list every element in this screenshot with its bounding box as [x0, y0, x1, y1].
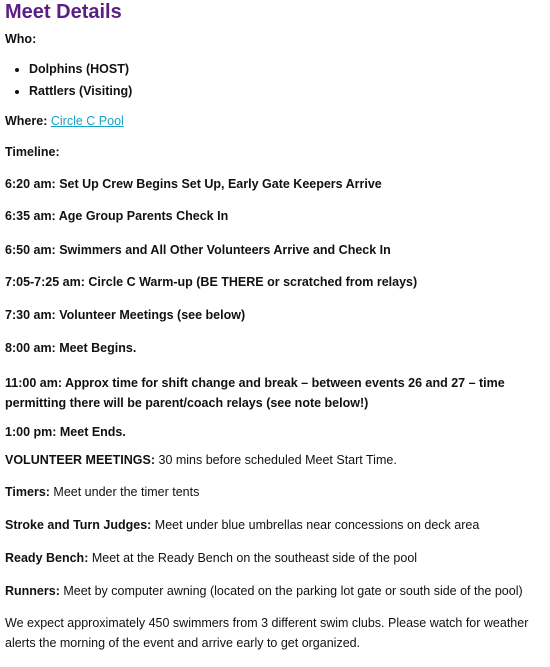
role-text: Meet under blue umbrellas near concessions on deck area	[151, 518, 480, 532]
role-text: Meet at the Ready Bench on the southeast side of the pool	[88, 551, 418, 565]
timeline-item-meet-ends: 1:00 pm: Meet Ends.	[5, 425, 126, 439]
role-text: Meet under the timer tents	[49, 485, 200, 499]
where-row	[5, 112, 550, 130]
role-timers	[5, 483, 550, 501]
role-runners	[5, 582, 550, 600]
role-label: Runners:	[5, 584, 60, 598]
role-label: Stroke and Turn Judges:	[5, 518, 152, 532]
role-text: Meet by computer awning (located on the parking lot gate or south side of the pool)	[59, 584, 523, 598]
volunteer-meetings-row	[5, 451, 550, 469]
who-label: Who:	[5, 32, 37, 46]
timeline-item-shift-change: 11:00 am: Approx time for shift change and break – between events 26 and 27 – time permitting there will be parent/coach relays (see note below!)	[5, 376, 505, 410]
role-stroke-turn-judges	[5, 516, 550, 534]
volunteer-meetings-text: 30 mins before scheduled Meet Start Time.	[155, 453, 397, 467]
timeline-item-parents-check-in: 6:35 am: Age Group Parents Check In	[5, 209, 229, 223]
timeline-item-setup: 6:20 am: Set Up Crew Begins Set Up, Early Gate Keepers Arrive	[5, 177, 382, 191]
closing-note: We expect approximately 450 swimmers from 3 different swim clubs. Please watch for weather alerts the morning of the event and arrive early to get organized.	[5, 616, 529, 650]
pool-location-link[interactable]: Circle C Pool	[50, 114, 124, 128]
teams-list	[5, 60, 550, 100]
role-ready-bench	[5, 549, 550, 567]
timeline-item-warm-up: 7:05-7:25 am: Circle C Warm-up (BE THERE or scratched from relays)	[5, 275, 418, 289]
timeline-item-volunteer-meetings: 7:30 am: Volunteer Meetings (see below)	[5, 308, 246, 322]
page-title: Meet Details	[5, 1, 122, 23]
team-visiting: • Rattlers (Visiting)	[29, 82, 550, 100]
volunteer-meetings-label: VOLUNTEER MEETINGS:	[5, 453, 156, 467]
role-label: Timers:	[5, 485, 50, 499]
timeline-item-swimmers-arrive: 6:50 am: Swimmers and All Other Volunteers Arrive and Check In	[5, 243, 391, 257]
where-label: Where:	[5, 114, 48, 128]
role-label: Ready Bench:	[5, 551, 89, 565]
timeline-item-meet-begins: 8:00 am: Meet Begins.	[5, 341, 137, 355]
team-host: • Dolphins (HOST)	[29, 60, 550, 78]
timeline-label: Timeline:	[5, 145, 60, 159]
